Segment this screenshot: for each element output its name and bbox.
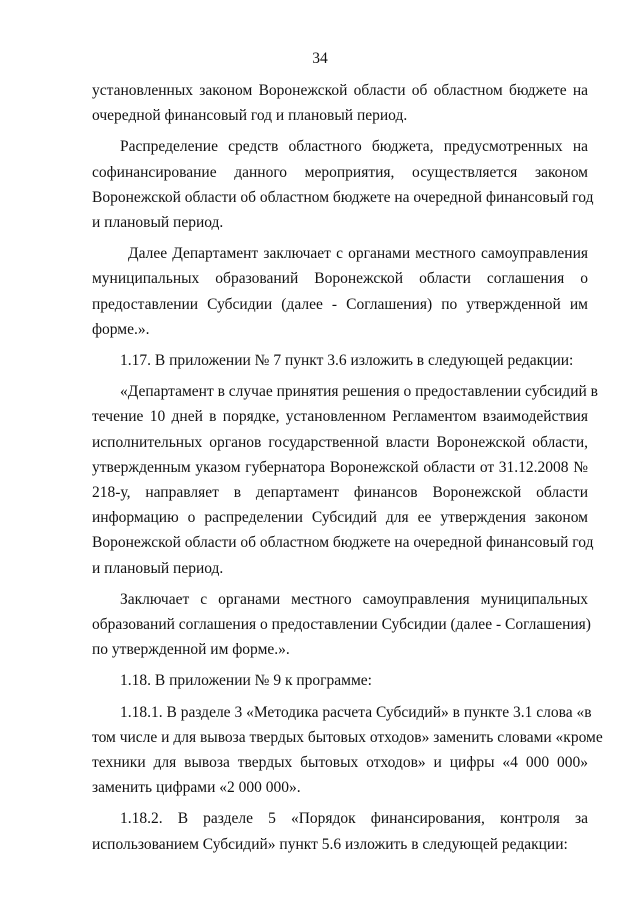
text-line: утвержденным указом губернатора Воронежской области от 31.12.2008 № [92,458,588,476]
paragraph [92,700,603,801]
text-line: 1.18. В приложении № 9 к программе: [120,672,372,690]
paragraph [92,806,588,856]
text-line: заменить цифрами «2 000 000». [92,779,301,797]
text-line: 1.18.2. В разделе 5 «Порядок финансирования, контроля за [120,810,588,828]
text-line: использованием Субсидий» пункт 5.6 изложить в следующей редакции: [92,835,568,853]
text-line: 1.17. В приложении № 7 пункт 3.6 изложить в следующей редакции: [120,352,574,370]
text-line: 1.18.1. В разделе 3 «Методика расчета Субсидий» в пункте 3.1 слова «в [120,703,592,721]
text-line: течение 10 дней в порядке, установленном Регламентом взаимодействия [92,408,588,426]
page-number: 34 [312,50,328,67]
paragraph [92,134,594,235]
paragraph [92,587,591,663]
text-line: софинансирование данного мероприятия, осуществляется законом [92,163,588,181]
text-line: и плановый период. [92,214,224,232]
text-line: информацию о распределении Субсидий для ее утверждения законом [92,509,588,527]
paragraph [92,348,588,373]
text-line: установленных законом Воронежской области об областном бюджете на [92,82,588,99]
text-line: и плановый период. [92,559,224,577]
text-line: предоставлении Субсидии (далее - Соглашения) по утвержденной им [92,295,588,313]
text-line: Заключает с органами местного самоуправления муниципальных [120,590,588,608]
text-line: очередной финансовый год и плановый период. [92,107,408,125]
text-line: муниципальных образований Воронежской области соглашения о [92,270,588,288]
text-line: форме.». [92,320,150,338]
text-line: 218-у, направляет в департамент финансов Воронежской области [92,484,588,502]
paragraph [92,379,598,581]
paragraph [92,78,588,128]
text-line: исполнительных органов государственной власти Воронежской области, [92,433,588,451]
text-line: по утвержденной им форме.». [92,641,290,659]
text-line: Далее Департамент заключает с органами местного самоуправления [128,245,588,263]
text-line: Распределение средств областного бюджета, предусмотренных на [120,138,588,156]
document-body [92,78,603,863]
paragraph [92,668,588,693]
text-line: «Департамент в случае принятия решения о предоставлении субсидий в [120,383,598,401]
text-line: том числе и для вывоза твердых бытовых отходов» заменить словами «кроме [92,728,603,746]
text-line: Воронежской области об областном бюджете на очередной финансовый год [92,188,594,206]
text-line: Воронежской области об областном бюджете на очередной финансовый год [92,534,594,552]
paragraph [92,241,588,342]
text-line: образований соглашения о предоставлении Субсидии (далее - Соглашения) [92,616,591,634]
text-line: техники для вывоза твердых бытовых отходов» и цифры «4 000 000» [92,754,588,772]
